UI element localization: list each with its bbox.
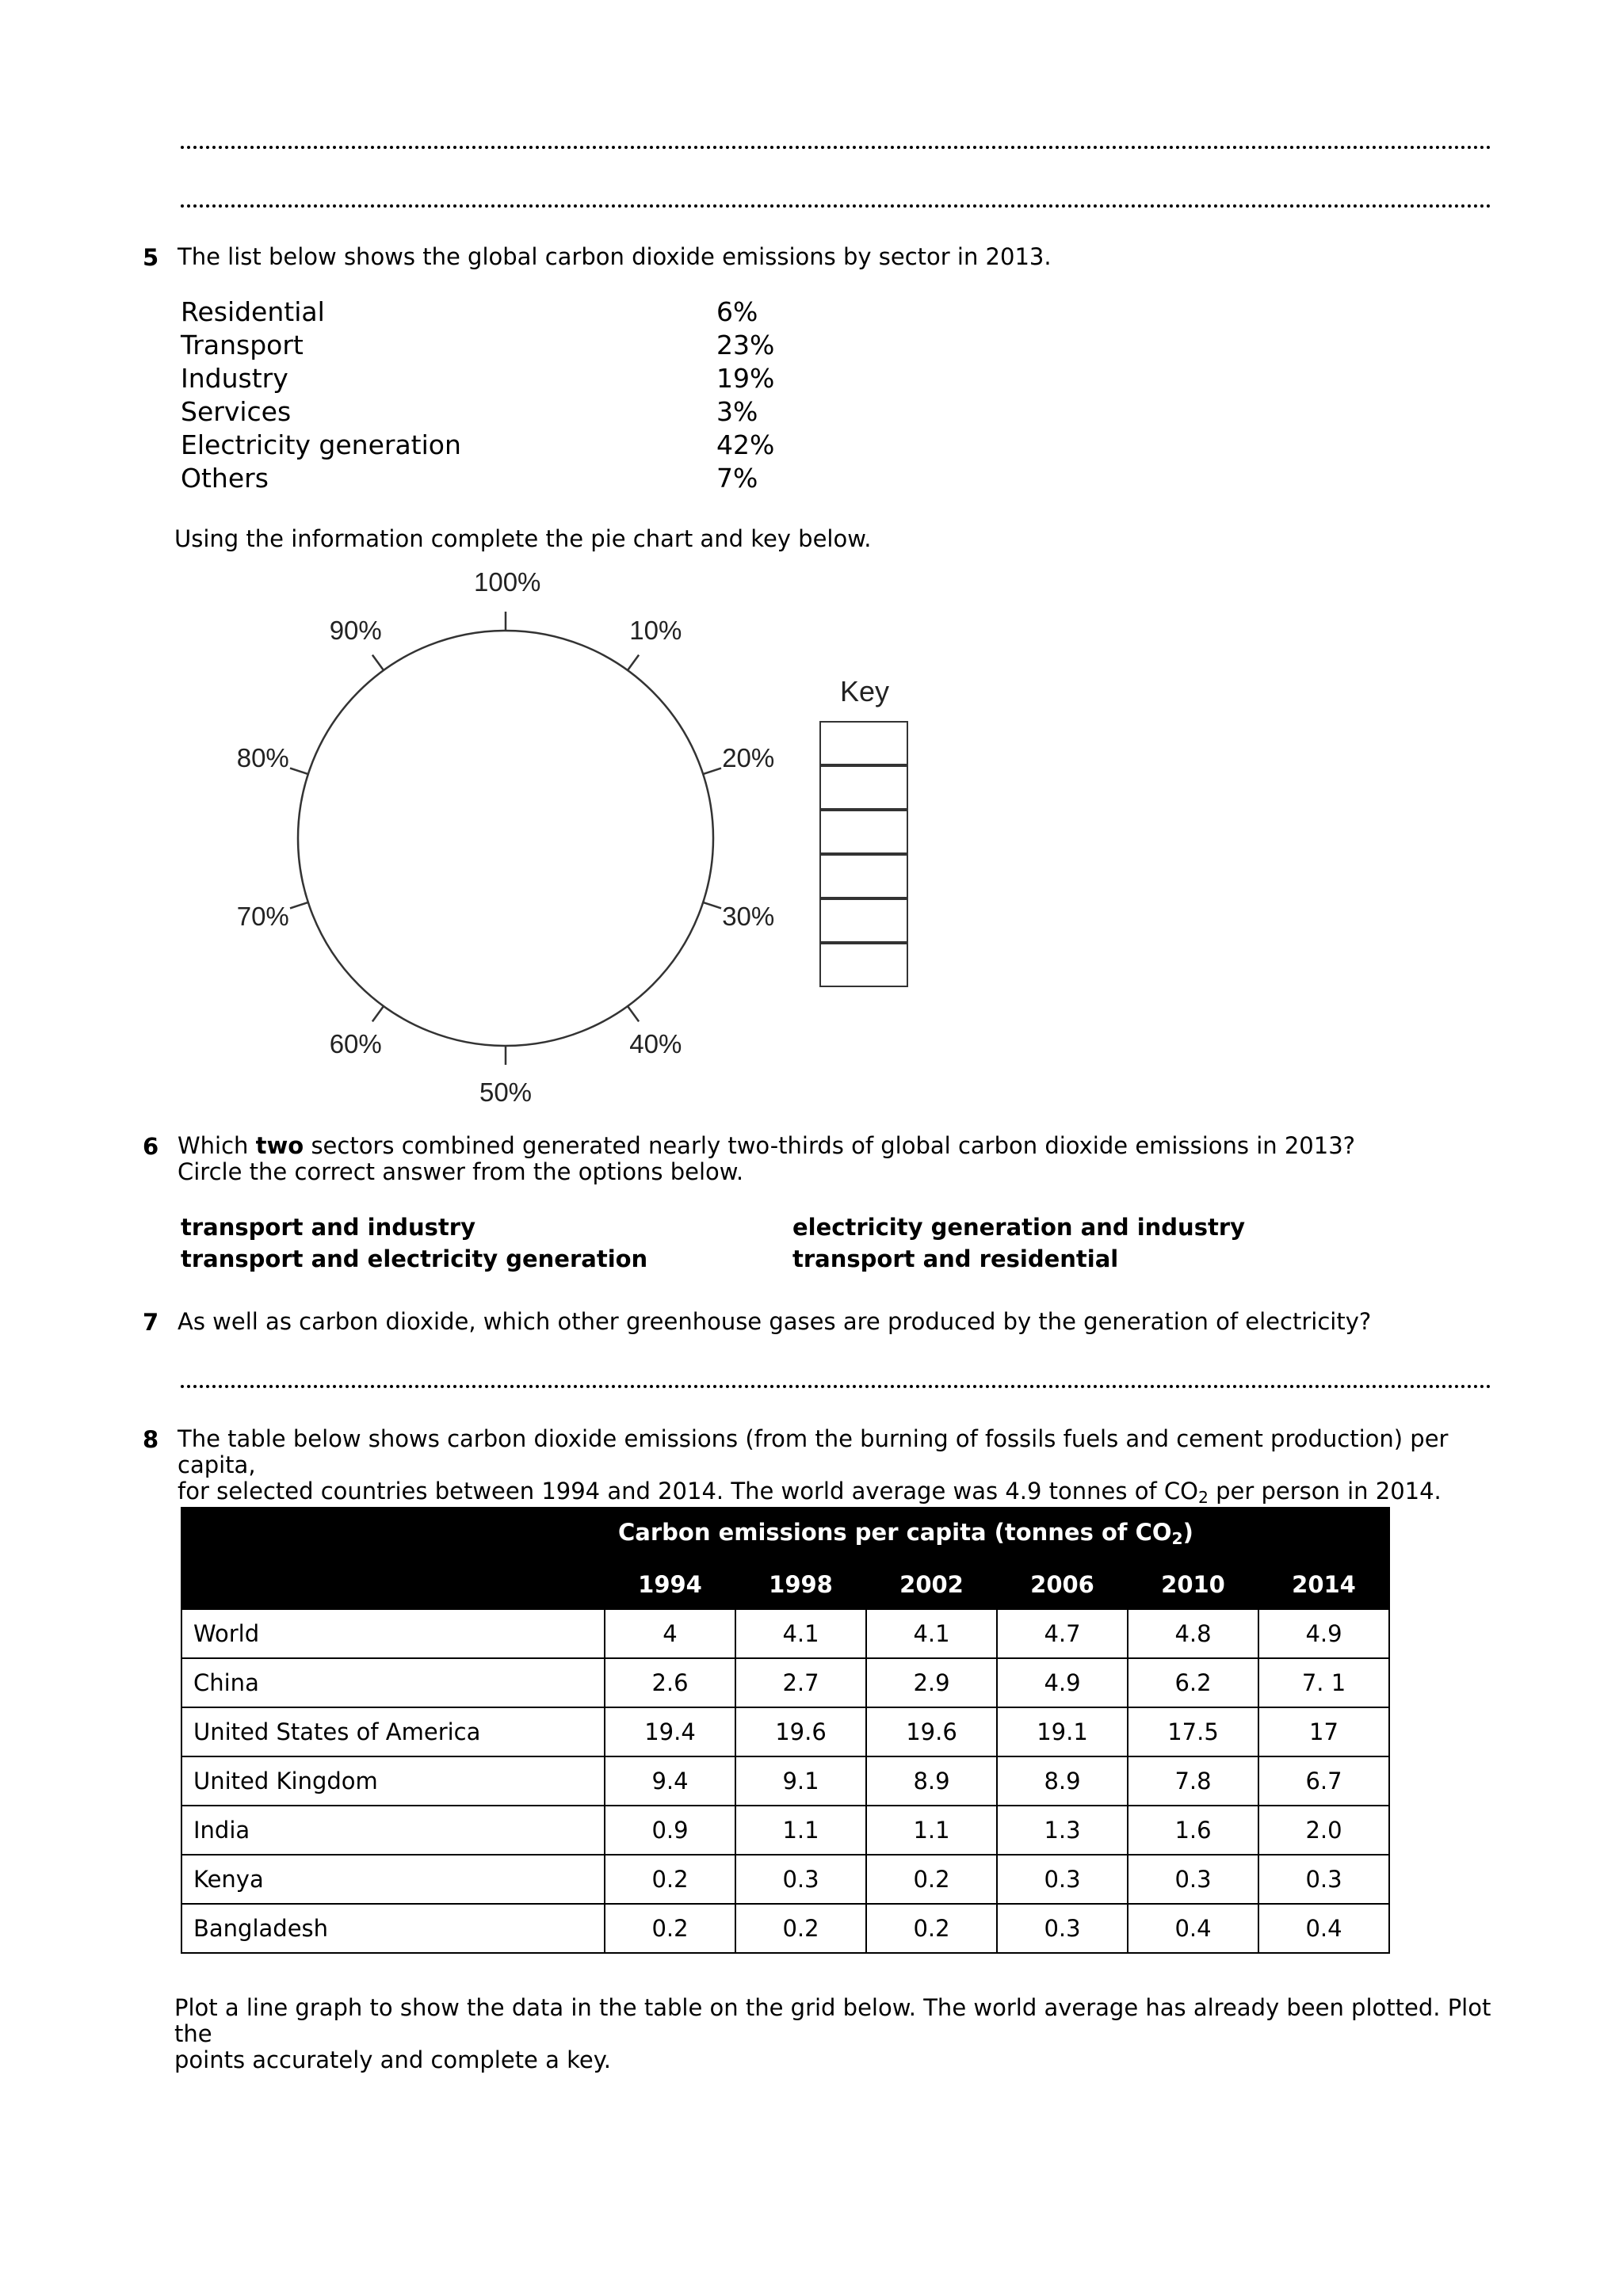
question-8-line1: The table below shows carbon dioxide emissions (from the burning of fossils fuels and cement production) per capita, (178, 1425, 1449, 1478)
pie-tick (628, 655, 639, 670)
key-box[interactable] (819, 898, 908, 943)
question-6-number: 6 (143, 1133, 159, 1160)
question-8-line2-pre: for selected countries between 1994 and 2014. The world average was 4.9 tonnes of CO (178, 1478, 1198, 1505)
question-5-text: The list below shows the global carbon dioxide emissions by sector in 2013. (178, 243, 1052, 270)
pie-tick (372, 1006, 384, 1021)
answer-line-3[interactable] (181, 1385, 1491, 1388)
table-row (181, 1756, 1389, 1806)
table-title (605, 1508, 1389, 1560)
value-cell: 0.3 (997, 1855, 1128, 1904)
country-cell: Kenya (181, 1855, 605, 1904)
value-cell: 17.5 (1128, 1707, 1258, 1756)
key-box[interactable] (819, 943, 908, 987)
year-header: 2010 (1128, 1560, 1258, 1609)
table-title-post: ) (1182, 1519, 1193, 1547)
country-cell: China (181, 1658, 605, 1707)
pie-tick-label: 100% (474, 567, 541, 597)
question-6-text-line2: Circle the correct answer from the options below. (178, 1158, 744, 1185)
table-row (181, 1609, 1389, 1658)
country-cell: Bangladesh (181, 1904, 605, 1953)
value-cell: 0.4 (1258, 1904, 1389, 1953)
pie-tick (628, 1006, 639, 1021)
answer-option[interactable]: transport and electricity generation (181, 1245, 648, 1272)
value-cell: 8.9 (997, 1756, 1128, 1806)
value-cell: 17 (1258, 1707, 1389, 1756)
table-title-pre: Carbon emissions per capita (tonnes of CO (618, 1519, 1172, 1547)
value-cell: 1.6 (1128, 1806, 1258, 1855)
country-cell: India (181, 1806, 605, 1855)
value-cell: 6.2 (1128, 1658, 1258, 1707)
pie-tick-label: 60% (329, 1028, 382, 1058)
question-6-text (178, 1133, 1501, 1185)
value-cell: 19.6 (866, 1707, 997, 1756)
value-cell: 0.9 (605, 1806, 735, 1855)
value-cell: 0.3 (1258, 1855, 1389, 1904)
table-row (181, 1658, 1389, 1707)
value-cell: 4.9 (1258, 1609, 1389, 1658)
question-7-number: 7 (143, 1309, 159, 1336)
question-6-text-bold: two (255, 1132, 304, 1159)
year-header: 2002 (866, 1560, 997, 1609)
pie-instruction: Using the information complete the pie chart and key below. (174, 525, 872, 552)
table-row (181, 1707, 1389, 1756)
value-cell: 8.9 (866, 1756, 997, 1806)
sector-label: Transport (181, 330, 304, 360)
pie-tick-label: 40% (629, 1028, 682, 1058)
pie-tick-label: 10% (629, 616, 682, 646)
table-title-sub: 2 (1171, 1529, 1183, 1549)
year-header: 2014 (1258, 1560, 1389, 1609)
value-cell: 6.7 (1258, 1756, 1389, 1806)
key-box[interactable] (819, 854, 908, 898)
blank-pie-chart[interactable] (0, 0, 1623, 1125)
key-box[interactable] (819, 721, 908, 765)
sector-value: 3% (716, 396, 758, 427)
answer-option[interactable]: transport and industry (181, 1214, 475, 1241)
sector-label: Services (181, 396, 292, 427)
sector-label: Residential (181, 296, 325, 327)
table-row (181, 1904, 1389, 1953)
year-header: 1998 (735, 1560, 866, 1609)
sector-value: 23% (716, 330, 775, 360)
emissions-table (181, 1507, 1390, 1954)
value-cell: 4 (605, 1609, 735, 1658)
value-cell: 2.9 (866, 1658, 997, 1707)
question-8-line2-sub: 2 (1197, 1488, 1209, 1508)
value-cell: 9.1 (735, 1756, 866, 1806)
table-corner (181, 1508, 605, 1609)
pie-circle (298, 631, 713, 1046)
value-cell: 0.2 (735, 1904, 866, 1953)
key-box[interactable] (819, 810, 908, 854)
pie-tick-label: 80% (236, 743, 289, 773)
country-cell: World (181, 1609, 605, 1658)
value-cell: 4.1 (866, 1609, 997, 1658)
country-cell: United Kingdom (181, 1756, 605, 1806)
sector-label: Electricity generation (181, 429, 461, 460)
value-cell: 0.3 (735, 1855, 866, 1904)
sector-value: 7% (716, 463, 758, 494)
value-cell: 19.6 (735, 1707, 866, 1756)
answer-option[interactable]: electricity generation and industry (792, 1214, 1246, 1241)
table-row (181, 1806, 1389, 1855)
value-cell: 2.6 (605, 1658, 735, 1707)
value-cell: 4.7 (997, 1609, 1128, 1658)
value-cell: 1.1 (866, 1806, 997, 1855)
pie-tick-label: 90% (329, 616, 382, 646)
pie-tick (372, 655, 384, 670)
pie-tick-label: 50% (479, 1077, 533, 1107)
question-8-line2-post: per person in 2014. (1208, 1478, 1442, 1505)
question-7-text: As well as carbon dioxide, which other greenhouse gases are produced by the generation of electricity? (178, 1308, 1372, 1335)
question-6-text-pre: Which (178, 1132, 256, 1159)
value-cell: 9.4 (605, 1756, 735, 1806)
value-cell: 2.7 (735, 1658, 866, 1707)
value-cell: 19.1 (997, 1707, 1128, 1756)
value-cell: 0.2 (605, 1855, 735, 1904)
value-cell: 4.9 (997, 1658, 1128, 1707)
value-cell: 2.0 (1258, 1806, 1389, 1855)
question-8-number: 8 (143, 1426, 159, 1453)
pie-tick-label: 70% (236, 901, 289, 931)
value-cell: 1.1 (735, 1806, 866, 1855)
value-cell: 7. 1 (1258, 1658, 1389, 1707)
question-6-text-post: sectors combined generated nearly two-thirds of global carbon dioxide emissions in 2013? (304, 1132, 1356, 1159)
value-cell: 0.4 (1128, 1904, 1258, 1953)
country-cell: United States of America (181, 1707, 605, 1756)
value-cell: 19.4 (605, 1707, 735, 1756)
key-title: Key (840, 675, 890, 707)
plot-instruction-line1: Plot a line graph to show the data in the table on the grid below. The world average has already been plotted. Plot the (174, 1994, 1491, 2047)
sector-label: Others (181, 463, 269, 494)
value-cell: 0.2 (605, 1904, 735, 1953)
value-cell: 1.3 (997, 1806, 1128, 1855)
question-5-number: 5 (143, 244, 159, 271)
sector-label: Industry (181, 363, 288, 394)
value-cell: 0.2 (866, 1855, 997, 1904)
value-cell: 0.2 (866, 1904, 997, 1953)
value-cell: 4.8 (1128, 1609, 1258, 1658)
pie-tick-label: 20% (722, 743, 775, 773)
value-cell: 0.3 (997, 1904, 1128, 1953)
sector-value: 6% (716, 296, 758, 327)
sector-value: 42% (716, 429, 775, 460)
year-header: 1994 (605, 1560, 735, 1609)
pie-tick-label: 30% (722, 901, 775, 931)
plot-instruction-line2: points accurately and complete a key. (174, 2046, 611, 2073)
key-box[interactable] (819, 765, 908, 810)
sector-value: 19% (716, 363, 775, 394)
answer-option[interactable]: transport and residential (792, 1245, 1119, 1272)
value-cell: 7.8 (1128, 1756, 1258, 1806)
table-row (181, 1855, 1389, 1904)
plot-instruction (174, 1995, 1498, 2073)
year-header: 2006 (997, 1560, 1128, 1609)
value-cell: 0.3 (1128, 1855, 1258, 1904)
question-8-text (178, 1426, 1501, 1511)
value-cell: 4.1 (735, 1609, 866, 1658)
